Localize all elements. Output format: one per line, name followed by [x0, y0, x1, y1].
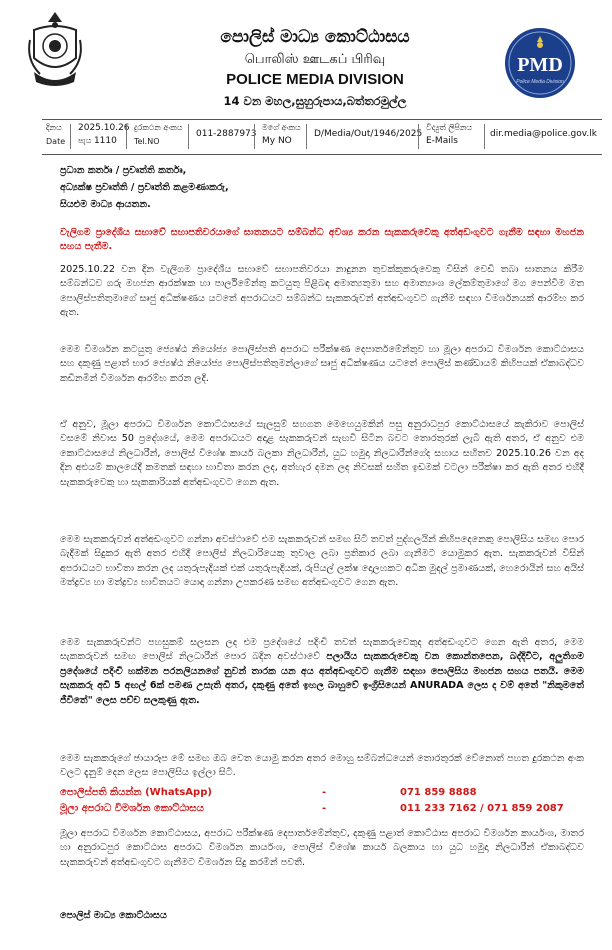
paragraph-7: මූලා අපරාධ විමර්ශන කොට්ඨාසය, අපරාධ පරීක්ෂණ දෙපාර්තමේන්තුව, දකුණු පළාත් කොට්ඨාස අපරාධ විමර්ශන කාර්යංශ, මාතර හා අනුරාධපුර කොට්ඨාස අපරාධ විමර්ශන කාර්යංශ, පොලිස් විශේෂ කාර්ය බලකාය හා යුධ හමුදා නිලධාරීන් ඒකාබද්ධව සැකකරුවන් අත්අඩංගුවට ගැනීමට විමර්ශන සිදු කරමින් පවතී.	[60, 828, 584, 868]
date-label-si: දිනය	[46, 123, 62, 132]
contact-dash: -	[322, 803, 327, 814]
time-value: 1110	[93, 136, 117, 146]
addressee-line-3: සියළුම මාධ්‍ය ආයතන.	[60, 199, 151, 210]
subject-heading: වැලිගම ප්‍රාදේශීය සභාවේ සභාපතිවරයාගේ ඝාතනයට සම්බන්ධ අවශ්‍ය කරන සැකකරුවෙකු අත්අඩංගුවට ගැනීම සඳහා මහජන සහය පැතීම.	[60, 227, 584, 253]
paragraph-4: මෙම සැකකරුවන් අත්අඩංගුවට ගන්නා අවස්ථාවේ එම සැකකරුවන් සමඟ සිටි තවත් පුද්ගලයින් කිහිපදෙනෙකු පොලිසිය සමඟ පොර බැදීමක් සිදුකර ඇති අතර එහිදී පොලිස් නිලධාරියෙකු තුවාල ලබා ප්‍රතිකාර ලබා ගැනීමට යොමුකර ඇත. සැකකරුවන් විසින් අපරාධයට භාවිතා කරන ලද යතුරුපැදියක් එක් යතුරුපැදියක්, රුපියල් ලක්ෂ දොලහකට අධික මුදල් ප්‍රමාණයක්, හෙරොයින් සහ අයිස් මත්ද්‍රව්‍ය හා මත්ද්‍රව්‍ය භාවිතයට යොදා ගන්නා උපකරණ සමඟ අත්අඩංගුවට ගෙන ඇත.	[60, 534, 584, 589]
pmd-logo-caption: Police Media Division	[516, 79, 564, 85]
tel-value: 011-2887973	[196, 129, 257, 139]
tel-label-en: Tel.NO	[134, 137, 160, 146]
contact-dash: -	[322, 787, 327, 798]
paragraph-5	[60, 636, 584, 708]
email-label-si: විද්‍යුත් ලිපිනය	[426, 123, 473, 132]
paragraph-2: මෙම විමර්ශන කටයුතු ජ්‍යෙෂ්ඨ නියෝජ්‍ය පොලිස්පති අපරාධ පරීක්ෂණ දෙපාර්තමේන්තුව හා මූලා අපරාධ විමර්ශන කොට්ඨාසය සහ දකුණු පළාත් භාර ජ්‍යෙෂ්ඨ නියෝජ්‍ය පොලිස්පතිතුමන්ලාගේ සෘජු අධීක්ෂණය යටතේ පොලිස් කණ්ඩායම් කිහිපයක් ඒකාබද්ධව කඩිනමින් විමර්ශන ආරම්භ කරන ලදි.	[60, 344, 584, 384]
email-value[interactable]: dir.media@police.gov.lk	[490, 129, 597, 139]
paragraph-5-normal: මෙම සැකකරුවන්ට පහසුකම් සලසන ලද එම ප්‍රදේශයේ පදිංචි තවත් සැකකරුවෙකුද අත්අඩංගුවට ගෙන ඇති අතර, මෙම සැකකරුවන් සමඟ පොලිස් නිලධාරීන් පොර බදින අවස්ථාවේ	[60, 637, 584, 663]
header-address: 14 වන මහල,සුහුරුපාය,බත්තරමුල්ල	[223, 94, 407, 108]
myno-label-si: මගේ අංකය	[262, 123, 301, 132]
myno-value: D/Media/Out/1946/2025	[314, 129, 423, 139]
pmd-logo	[503, 26, 577, 100]
paragraph-6: මෙම සැකකරුගේ ඡායාරූප මේ සමඟ ඔබ වෙත යොමු කරන අතර මොහු සම්බන්ධයෙන් තොරතුරක් වේනොත් පහත දුරකථන අංක වලට දැනුම් දෙන ලෙස පොලිසිය ඉල්ලා සිටී.	[60, 753, 584, 779]
contact-row	[60, 787, 590, 801]
date-label-en: Date	[46, 137, 66, 146]
myno-label-en: My NO	[262, 136, 292, 146]
signature: පොලිස් මාධ්‍ය කොට්ඨාසය	[60, 910, 167, 921]
addressee-line-2: අධ්‍යක්ෂ ප්‍රවෘත්ති / ප්‍රවෘත්ති කළමණාකරු,	[60, 182, 229, 193]
contact-number[interactable]: 071 859 8888	[400, 787, 477, 798]
time-label: පැය	[78, 136, 92, 145]
paragraph-5-bold: පලායිය සැකකරුවෙකු වන කොන්තපෙන, බද්දිවිට, අලුතිගම ප්‍රදේශයේ පදිංචි හක්මන පරනලියනගේ නුවන් තාරක යන අය අත්අඩංගුවට ගැනීම සඳහා පොලිසිය මහජන සහය පතයි. මෙම සැකකරු අඩි 5 අඟල් 6ක් පමණ උසැති අතර, දකුණු අතේ ඉහල බාහුවේ ඉංග්‍රීසියෙන් ANURADA ලෙස ද වම් අතේ "නිකුමතේ ජීවිතේ" ලෙස පච්ච සලකුණු ඇත.	[60, 651, 584, 706]
email-label-en: E-Mails	[426, 136, 458, 146]
contact-number[interactable]: 011 233 7162 / 071 859 2087	[400, 803, 564, 814]
header-title-tamil: பொலிஸ் ஊடகப் பிரிவு	[244, 52, 386, 67]
tel-label-si: දුරකථන අංකය	[134, 123, 183, 132]
paragraph-1: 2025.10.22 වන දින වැලිගම ප්‍රාදේශීය සභාවේ සභාපතිවරයා නාදුනන තුවක්කුකරුවෙකු විසින් වෙඩි තබා ඝාතනය කිරීම සම්බන්ධව ගරු මහජන ආරක්ෂක හා පාර්ලිමේන්තු කටයුතු පිළිබඳ අමාත්‍යතුමා සහ අමාත්‍යාංශ ලේකම්තුමාගේ මග පෙන්වීම මත පොලිස්පතිතුමාගේ සෘජු අධීක්ෂණය යටතේ අපරාධයට සම්බන්ධ සැකකරුවන් අත්අඩංගුවට ගැනීම සඳහා විමර්ශනයක් ආරම්භ කර ඇත.	[60, 264, 584, 319]
header-title-english: POLICE MEDIA DIVISION	[226, 71, 404, 88]
police-emblem-logo	[26, 10, 84, 90]
contact-label: මූලා අපරාධ විමර්ශන කොට්ඨාසය	[60, 803, 204, 814]
date-value: 2025.10.26	[78, 123, 130, 133]
header-title-sinhala: පොලිස් මාධ්‍ය කොට්ඨාසය	[220, 27, 410, 47]
paragraph-3: ඒ අනුව, මූලා අපරාධ විමර්ශන කොට්ඨාසයේ සැලසුම් සහගත මෙහෙයුමකින් පසු අනුරාධපුර කොට්ඨාසයේ කැකිරාව පොලිස් වසමේ නිවාස 50 ප්‍රදේශයේ, මෙම අපරාධයට අදාළ සැකකරුවන් සැඟවී සිටින බවට තොරතුරක් ලැබී ඇති අතර, ඒ අනුව එම කොට්ඨාසයේ නිලධාරීන්, පොලිස් විශේෂ කාර්ය බලකා නිලධාරීන්, යුධ හමුදා නිලධාරීන්ගේද සහාය සහිතව 2025.10.26 වන අද දින අළුයම් කාලයේදී කමතක් සඳහා භාවිතා කරන ලද, අත්හැර දමන ලද නිවසක් සහිත ඉඩමක් වටලා පරීක්ෂා කර ඇති අතර එහිදී සැකකරුවෙකු හා සැකකාරියක් අත්අඩංගුවට ගෙන ඇත.	[60, 419, 584, 488]
pmd-logo-text: PMD	[517, 54, 563, 76]
contact-row	[60, 803, 590, 817]
addressee-line-1: ප්‍රධාන කර්තෘ / ප්‍රවෘත්ති කර්තෘ,	[60, 165, 187, 176]
contact-label: පොලිස්පති කියන්න (WhatsApp)	[60, 787, 212, 798]
reference-row	[42, 119, 602, 155]
